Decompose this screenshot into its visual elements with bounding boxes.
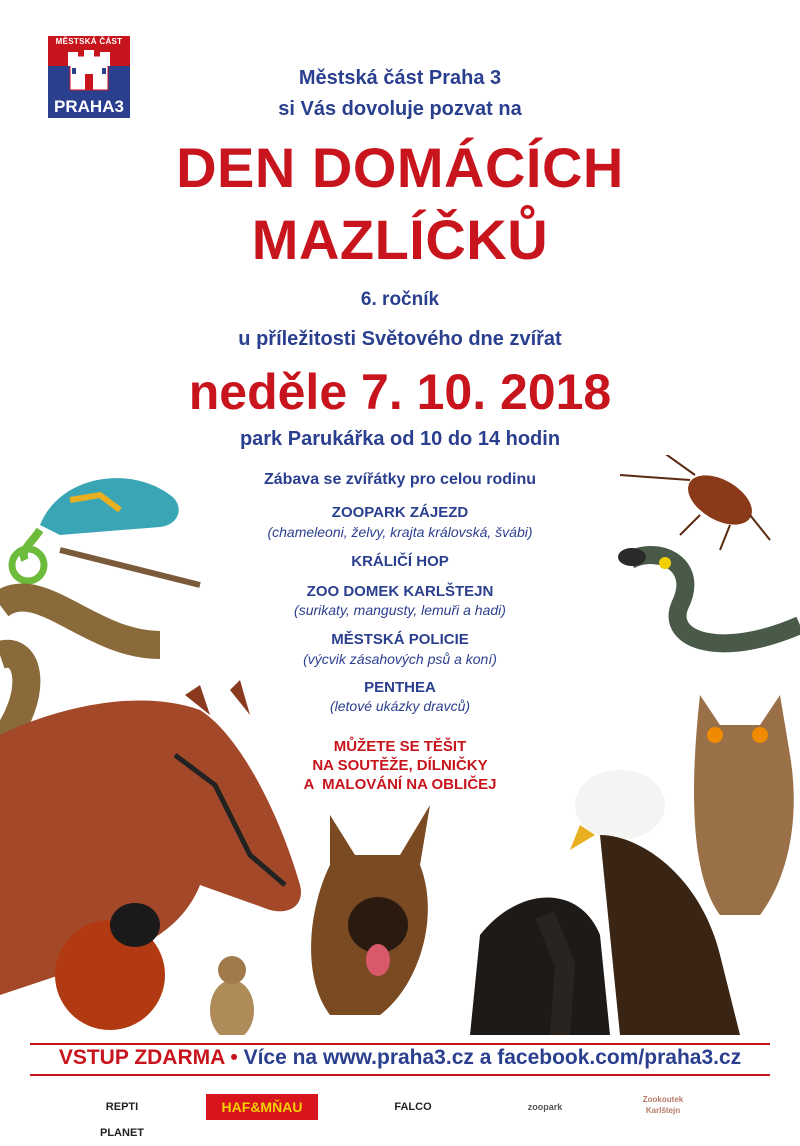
program-item-detail: (letové ukázky dravců) xyxy=(329,698,471,714)
sponsor-zoopark: zoopark xyxy=(527,1102,563,1112)
program-item-name: MĚSTSKÁ POLICIE xyxy=(331,631,469,648)
program-item-name: PENTHEA xyxy=(364,679,436,696)
event-place: park Parukářka od 10 do 14 hodin xyxy=(239,428,561,450)
shepherd-dog-icon xyxy=(311,805,430,1015)
footer-divider xyxy=(30,1074,770,1076)
cockroach-icon xyxy=(620,455,770,550)
program-item-detail: (surikaty, mangusty, lemuři a hadi) xyxy=(294,602,506,618)
sponsor-repti-planet: REPTI PLANET xyxy=(100,1101,144,1139)
title-line2: MAZLÍČKŮ xyxy=(251,208,549,271)
sponsor-haf-mnau: HAF&MŇAU xyxy=(206,1094,318,1120)
extras-line2: NA SOUTĚŽE, DÍLNIČKY xyxy=(312,757,488,774)
saluki-dog-icon xyxy=(470,898,610,1036)
title-line1: DEN DOMÁCÍCH xyxy=(176,136,624,199)
invite-line2: si Vás dovoluje pozvat na xyxy=(278,98,522,120)
free-entry-label: VSTUP ZDARMA xyxy=(58,1046,225,1069)
owl-icon xyxy=(694,695,794,915)
extras-line3: A MALOVÁNÍ NA OBLIČEJ xyxy=(303,776,497,793)
footer-bar xyxy=(0,1044,800,1072)
footer-separator: • xyxy=(224,1046,244,1069)
logo-top-text: MĚSTSKÁ ČÁST xyxy=(48,36,130,48)
program-item-detail: (chameleoni, želvy, krajta královská, švábi) xyxy=(267,524,533,540)
snake-icon xyxy=(618,548,800,643)
sponsor-zookoutek: Zookoutek Karlštejn xyxy=(642,1095,684,1115)
footer-more-info: Více na www.praha3.cz a facebook.com/praha3.cz xyxy=(243,1046,742,1069)
edition: 6. ročník xyxy=(360,289,440,310)
meerkat-icon xyxy=(210,956,254,1035)
program-item-name: ZOOPARK ZÁJEZD xyxy=(331,504,469,521)
program-item-name: KRÁLIČÍ HOP xyxy=(351,553,449,570)
chameleon-icon xyxy=(12,478,200,585)
extras-line1: MŮŽETE SE TĚŠIT xyxy=(333,738,467,755)
program-item-name: ZOO DOMEK KARLŠTEJN xyxy=(306,583,494,600)
animal-illustrations xyxy=(0,455,800,1035)
sponsor-falco: FALCO xyxy=(394,1101,432,1113)
logo-bottom: PRAHA3 xyxy=(48,96,130,118)
invite-line1: Městská část Praha 3 xyxy=(298,67,502,89)
event-date: neděle 7. 10. 2018 xyxy=(188,364,612,420)
program-heading: Zábava se zvířátky pro celou rodinu xyxy=(263,471,537,488)
occasion: u příležitosti Světového dne zvířat xyxy=(238,328,562,350)
program-item-detail: (výcvik zásahových psů a koní) xyxy=(303,651,497,667)
